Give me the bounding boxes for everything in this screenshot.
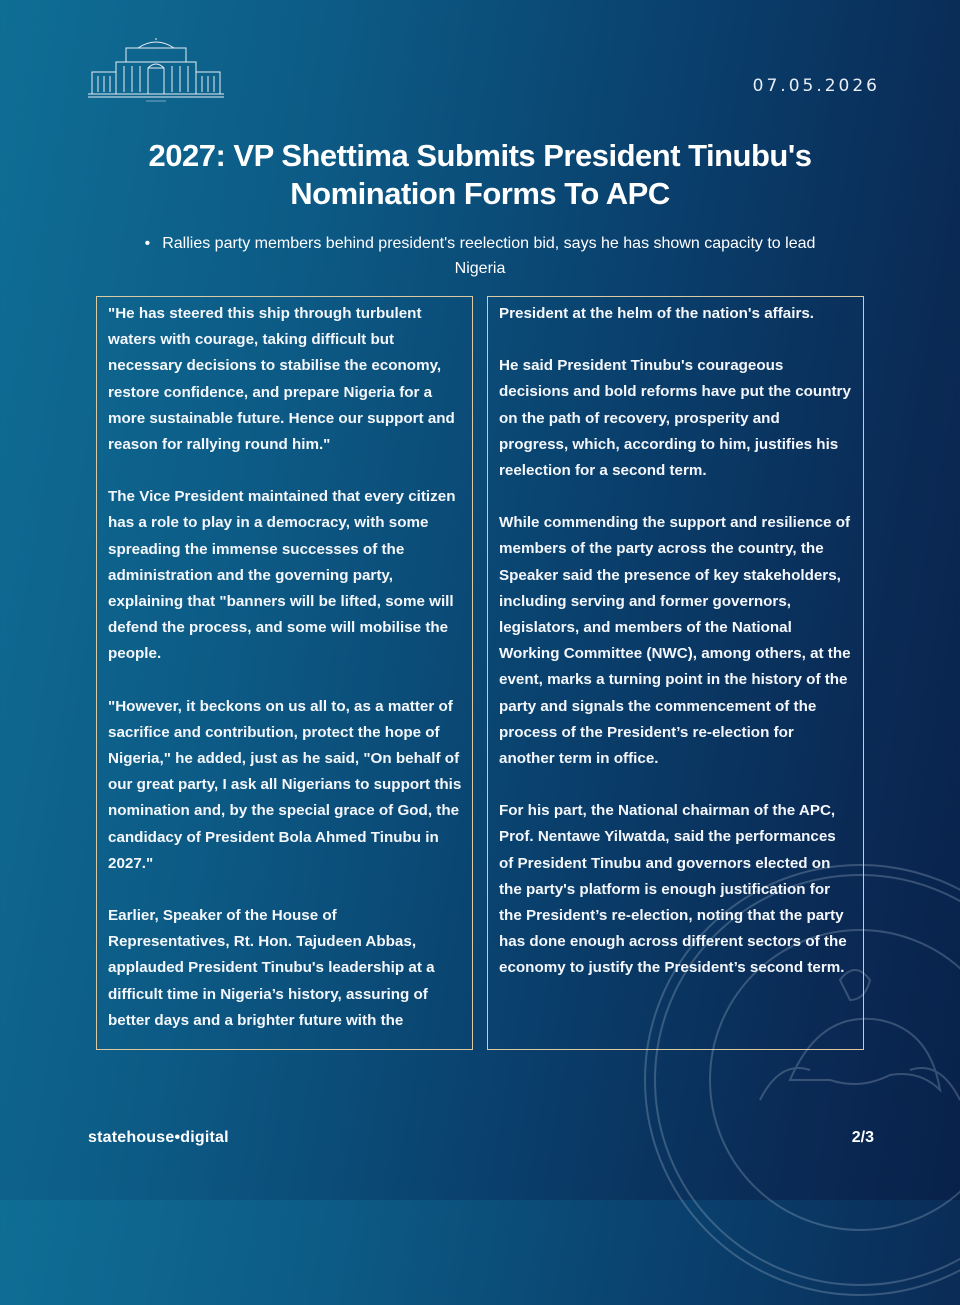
left-text-column bbox=[96, 296, 473, 1050]
paragraph: For his part, the National chairman of the APC, Prof. Nentawe Yilwatda, said the performances of President Tinubu and governors elected on the party's platform is enough justification for the President’s re-election, noting that the party has done enough across different sectors of the economy to justify the President’s second term. bbox=[499, 802, 847, 977]
presidential-seal-watermark bbox=[640, 860, 960, 1300]
bullet-icon: • bbox=[144, 235, 151, 252]
paragraph: Earlier, Speaker of the House of Representatives, Rt. Hon. Tajudeen Abbas, applauded President Tinubu's leadership at a difficult time in Nigeria’s history, assuring of better days and a brighter future with the bbox=[108, 907, 435, 1029]
article-subtitle bbox=[130, 231, 830, 281]
page-indicator: 2/3 bbox=[851, 1129, 874, 1146]
paragraph: He said President Tinubu's courageous decisions and bold reforms have put the country on the path of recovery, prosperity and progress, which, according to him, justifies his reelection for a second term. bbox=[499, 357, 851, 480]
state-house-building-logo bbox=[86, 38, 226, 104]
paragraph: While commending the support and resilience of members of the party across the country, the Speaker said the presence of key stakeholders, including serving and former governors, legislators, and members of the National Working Committee (NWC), among others, at the event, marks a turning point in the history of the party and signals the commencement of the process of the President’s re-election for another term in office. bbox=[499, 514, 851, 768]
article-title: 2027: VP Shettima Submits President Tinubu's Nomination Forms To APC bbox=[148, 138, 812, 211]
paragraph: President at the helm of the nation's affairs. bbox=[499, 305, 815, 322]
post-date: 07.05.2026 bbox=[752, 76, 880, 96]
subtitle-text: Rallies party members behind president's reelection bid, says he has shown capacity to lead Nigeria bbox=[162, 235, 816, 277]
paragraph: The Vice President maintained that every citizen has a role to play in a democracy, with some spreading the immense successes of the administration and the governing party, explaining that "banners will be lifted, some will defend the process, and some will mobilise the people. bbox=[108, 488, 456, 663]
paragraph: "However, it beckons on us all to, as a matter of sacrifice and contribution, protect the hope of Nigeria," he added, just as he said, "On behalf of our great party, I ask all Nigerians to support this nomination and, by the special grace of God, the candidacy of President Bola Ahmed Tinubu in 2027." bbox=[108, 697, 462, 872]
paragraph: "He has steered this ship through turbulent waters with courage, taking difficult but necessary decisions to stabilise the economy, restore confidence, and prepare Nigeria for a more sustainable future. Hence our support and reason for rallying round him." bbox=[108, 305, 455, 454]
brand-wordmark: statehouse•digital bbox=[88, 1129, 229, 1146]
